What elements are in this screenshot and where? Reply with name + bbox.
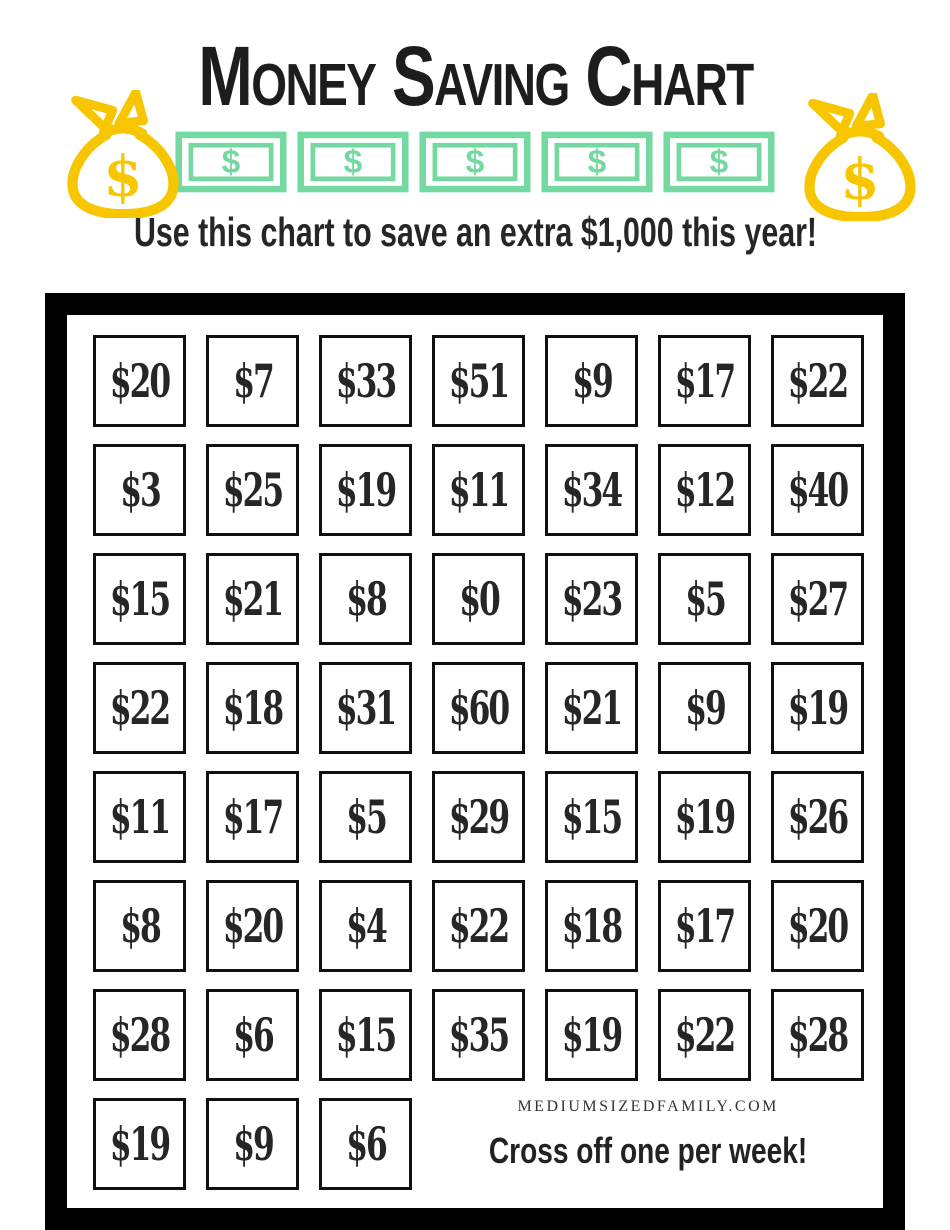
- amount-label: $5: [345, 790, 386, 845]
- amount-cell[interactable]: [545, 771, 638, 863]
- dollar-sign-glyph: $: [465, 144, 485, 182]
- amount-cell[interactable]: [319, 662, 412, 754]
- amount-cell[interactable]: [206, 880, 299, 972]
- amount-cell[interactable]: [545, 662, 638, 754]
- instruction-text-inner: Cross off one per week!: [488, 1130, 808, 1172]
- amount-label: $40: [788, 463, 848, 518]
- amount-cell[interactable]: [771, 880, 864, 972]
- amount-label: $22: [109, 681, 170, 736]
- amount-cell[interactable]: [771, 444, 864, 536]
- amount-label: $17: [675, 899, 735, 954]
- amount-label: $19: [788, 681, 848, 736]
- amount-label: $20: [788, 899, 848, 954]
- amount-cell[interactable]: [432, 771, 525, 863]
- amount-cell[interactable]: [658, 444, 751, 536]
- amount-label: $8: [119, 899, 160, 954]
- amount-label: $17: [675, 354, 735, 409]
- amount-cell[interactable]: [432, 335, 525, 427]
- amount-cell[interactable]: [432, 444, 525, 536]
- amount-cell[interactable]: [545, 989, 638, 1081]
- amount-cell[interactable]: [319, 1098, 412, 1190]
- dollar-bill-icon: [419, 131, 531, 193]
- amount-label: $6: [232, 1008, 273, 1063]
- amount-label: $9: [571, 354, 612, 409]
- amount-cell[interactable]: [319, 444, 412, 536]
- amount-cell[interactable]: [93, 880, 186, 972]
- amount-cell[interactable]: [658, 880, 751, 972]
- amount-cell[interactable]: [658, 989, 751, 1081]
- amount-label: $15: [335, 1008, 396, 1063]
- dollar-bill-icon: [297, 131, 409, 193]
- amount-label: $9: [232, 1117, 273, 1172]
- amount-label: $33: [335, 354, 396, 409]
- page-title-text: Money Saving Chart: [197, 29, 753, 123]
- amount-label: $9: [684, 681, 725, 736]
- amount-cell[interactable]: [319, 880, 412, 972]
- amount-cell[interactable]: [771, 553, 864, 645]
- amount-cell[interactable]: [771, 771, 864, 863]
- amount-cell[interactable]: [432, 989, 525, 1081]
- amount-label: $31: [335, 681, 396, 736]
- amount-label: $4: [345, 899, 386, 954]
- amount-label: $21: [562, 681, 622, 736]
- amount-cell[interactable]: [432, 553, 525, 645]
- dollar-sign-glyph: $: [221, 144, 241, 182]
- amount-label: $11: [449, 463, 509, 518]
- amount-label: $28: [788, 1008, 848, 1063]
- amount-cell[interactable]: [206, 553, 299, 645]
- subtitle: [0, 210, 950, 255]
- amount-cell[interactable]: [771, 335, 864, 427]
- amount-label: $17: [222, 790, 283, 845]
- amount-cell[interactable]: [93, 989, 186, 1081]
- amount-cell[interactable]: [93, 1098, 186, 1190]
- amount-cell[interactable]: [545, 553, 638, 645]
- amount-label: $0: [458, 572, 499, 627]
- amount-label: $20: [109, 354, 170, 409]
- amount-label: $22: [449, 899, 509, 954]
- amount-cell[interactable]: [658, 335, 751, 427]
- money-bag-icon: [792, 93, 928, 221]
- amount-cell[interactable]: [206, 771, 299, 863]
- amount-label: $22: [788, 354, 848, 409]
- amount-cell[interactable]: [93, 444, 186, 536]
- dollar-bill-icon: [541, 131, 653, 193]
- dollar-bill-icon: [663, 131, 775, 193]
- amount-cell[interactable]: [319, 771, 412, 863]
- savings-grid: [93, 335, 857, 1190]
- subtitle-text: Use this chart to save an extra $1,000 this year!: [133, 209, 817, 255]
- chart-frame: [45, 293, 905, 1230]
- amount-cell[interactable]: [319, 553, 412, 645]
- amount-cell[interactable]: [93, 771, 186, 863]
- amount-cell[interactable]: [432, 662, 525, 754]
- amount-label: $23: [562, 572, 622, 627]
- amount-label: $11: [109, 790, 170, 845]
- amount-label: $34: [562, 463, 622, 518]
- chart-inner: [67, 315, 883, 1208]
- dollar-sign-glyph: $: [709, 144, 729, 182]
- footer-note: [432, 1098, 864, 1190]
- amount-label: $19: [562, 1008, 622, 1063]
- amount-label: $6: [345, 1117, 386, 1172]
- amount-label: $35: [449, 1008, 509, 1063]
- amount-cell[interactable]: [206, 1098, 299, 1190]
- amount-label: $19: [675, 790, 735, 845]
- amount-cell[interactable]: [658, 771, 751, 863]
- amount-label: $20: [222, 899, 283, 954]
- amount-label: $19: [335, 463, 396, 518]
- amount-label: $29: [449, 790, 509, 845]
- dollar-sign-glyph: $: [103, 144, 143, 211]
- amount-cell[interactable]: [658, 662, 751, 754]
- amount-label: $51: [449, 354, 509, 409]
- amount-label: $15: [109, 572, 170, 627]
- amount-label: $60: [449, 681, 509, 736]
- amount-label: $8: [345, 572, 386, 627]
- dollar-sign-glyph: $: [343, 144, 363, 182]
- amount-label: $28: [109, 1008, 170, 1063]
- amount-cell[interactable]: [206, 662, 299, 754]
- amount-cell[interactable]: [432, 880, 525, 972]
- amount-cell[interactable]: [545, 444, 638, 536]
- amount-cell[interactable]: [206, 989, 299, 1081]
- amount-cell[interactable]: [206, 335, 299, 427]
- website-credit: MEDIUMSIZEDFAMILY.COM: [517, 1098, 779, 1116]
- instruction-text: [444, 1130, 852, 1172]
- amount-label: $26: [788, 790, 848, 845]
- amount-label: $12: [675, 463, 735, 518]
- amount-label: $25: [222, 463, 283, 518]
- amount-label: $18: [222, 681, 283, 736]
- header: [0, 0, 950, 255]
- amount-cell[interactable]: [545, 880, 638, 972]
- amount-cell[interactable]: [771, 989, 864, 1081]
- amount-label: $7: [232, 354, 273, 409]
- dollar-bill-icon: [175, 131, 287, 193]
- amount-cell[interactable]: [545, 335, 638, 427]
- amount-cell[interactable]: [93, 662, 186, 754]
- amount-cell[interactable]: [319, 989, 412, 1081]
- amount-label: $22: [675, 1008, 735, 1063]
- amount-label: $3: [119, 463, 160, 518]
- amount-label: $18: [562, 899, 622, 954]
- dollar-sign-glyph: $: [587, 144, 607, 182]
- money-bag-icon: [55, 90, 191, 218]
- amount-cell[interactable]: [319, 335, 412, 427]
- amount-cell[interactable]: [206, 444, 299, 536]
- amount-label: $27: [788, 572, 848, 627]
- amount-label: $21: [222, 572, 283, 627]
- amount-label: $19: [109, 1117, 170, 1172]
- dollar-sign-glyph: $: [840, 147, 880, 214]
- amount-cell[interactable]: [93, 335, 186, 427]
- amount-label: $15: [562, 790, 622, 845]
- amount-cell[interactable]: [771, 662, 864, 754]
- amount-cell[interactable]: [658, 553, 751, 645]
- amount-cell[interactable]: [93, 553, 186, 645]
- amount-label: $5: [684, 572, 725, 627]
